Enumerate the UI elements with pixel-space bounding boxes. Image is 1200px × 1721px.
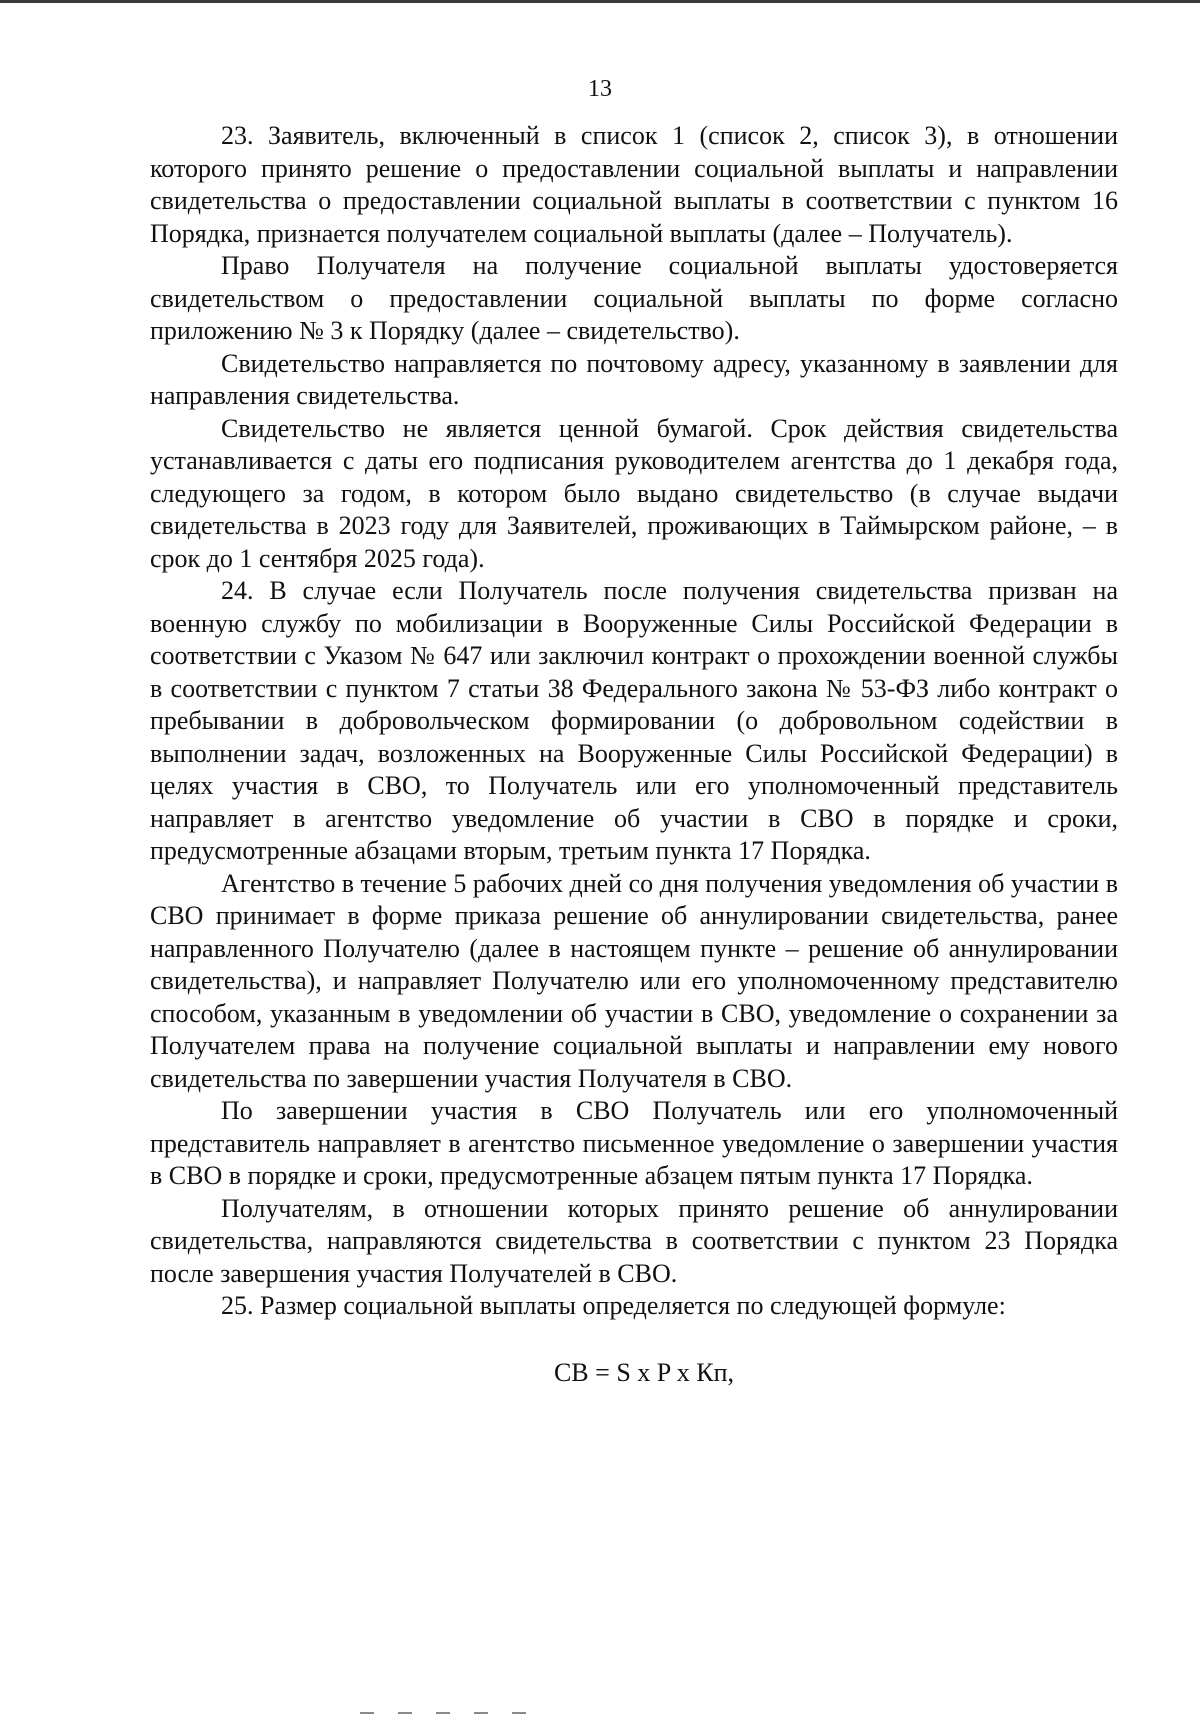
payment-formula: СВ = S x P x Кп,: [553, 1357, 735, 1387]
scan-mark: [512, 1712, 526, 1714]
scan-mark: [436, 1712, 450, 1714]
paragraph-24-mobilization: 24. В случае если Получатель после получения свидетельства призван на военную службу по мобилизации в Вооруженные Силы Российской Федерации в соответствии с Указом № 647 или заключил контракт о прохождении военной службы в соответствии с пунктом 7 статьи 38 Федерального закона № 53-ФЗ либо контракт о пребывании в добровольческом формировании (о добровольном содействии в выполнении задач, возложенных на Вооруженные Силы Российской Федерации) в целях участия в СВО, то Получатель или его уполномоченный представитель направляет в агентство уведомление об участии в СВО в порядке и сроки, предусмотренные абзацами вторым, третьим пункта 17 Порядка.: [150, 576, 1118, 865]
document-body: [150, 120, 1118, 1389]
paragraph-completion-notice: По завершении участия в СВО Получатель или его уполномоченный представитель направляет в агентство письменное уведомление о завершении участия в СВО в порядке и сроки, предусмотренные абзацем пятым пункта 17 Порядка.: [150, 1096, 1118, 1190]
scan-mark: [360, 1712, 374, 1714]
paragraph-certificate-mailing: Свидетельство направляется по почтовому адресу, указанному в заявлении для направления свидетельства.: [150, 348, 1118, 410]
paragraph-23-recipient: 23. Заявитель, включенный в список 1 (список 2, список 3), в отношении которого принято решение о предоставлении социальной выплаты и направлении свидетельства о предоставлении социальной выплаты в соответствии с пунктом 16 Порядка, признается получателем социальной выплаты (далее – Получатель).: [150, 121, 1118, 248]
paragraph-certificate-validity: Свидетельство не является ценной бумагой. Срок действия свидетельства устанавливается с даты его подписания руководителем агентства до 1 декабря года, следующего за годом, в котором было выдано свидетельство (в случае выдачи свидетельства в 2023 году для Заявителей, проживающих в Таймырском районе, – в срок до 1 сентября 2025 года).: [150, 413, 1118, 573]
paragraph-certificate-right: Право Получателя на получение социальной выплаты удостоверяется свидетельством о предоставлении социальной выплаты по форме согласно приложению № 3 к Порядку (далее – свидетельство).: [150, 251, 1118, 345]
page-top-border: [0, 0, 1200, 3]
scan-bottom-marks: [360, 1712, 526, 1714]
paragraph-reissue: Получателям, в отношении которых принято решение об аннулировании свидетельства, направляются свидетельства в соответствии с пунктом 23 Порядка после завершения участия Получателей в СВО.: [150, 1193, 1118, 1288]
paragraph-25-formula-intro: 25. Размер социальной выплаты определяется по следующей формуле:: [221, 1291, 1006, 1320]
page-number: 13: [588, 76, 612, 102]
paragraph-annulment-decision: Агентство в течение 5 рабочих дней со дня получения уведомления об участии в СВО принимает в форме приказа решение об аннулировании свидетельства, ранее направленного Получателю (далее в настоящем пункте – решение об аннулировании свидетельства), и направляет Получателю или его уполномоченному представителю способом, указанным в уведомлении об участии в СВО, уведомление о сохранении за Получателем права на получение социальной выплаты и направлении ему нового свидетельства по завершении участия Получателя в СВО.: [150, 868, 1118, 1093]
scan-mark: [398, 1712, 412, 1714]
scan-mark: [474, 1712, 488, 1714]
